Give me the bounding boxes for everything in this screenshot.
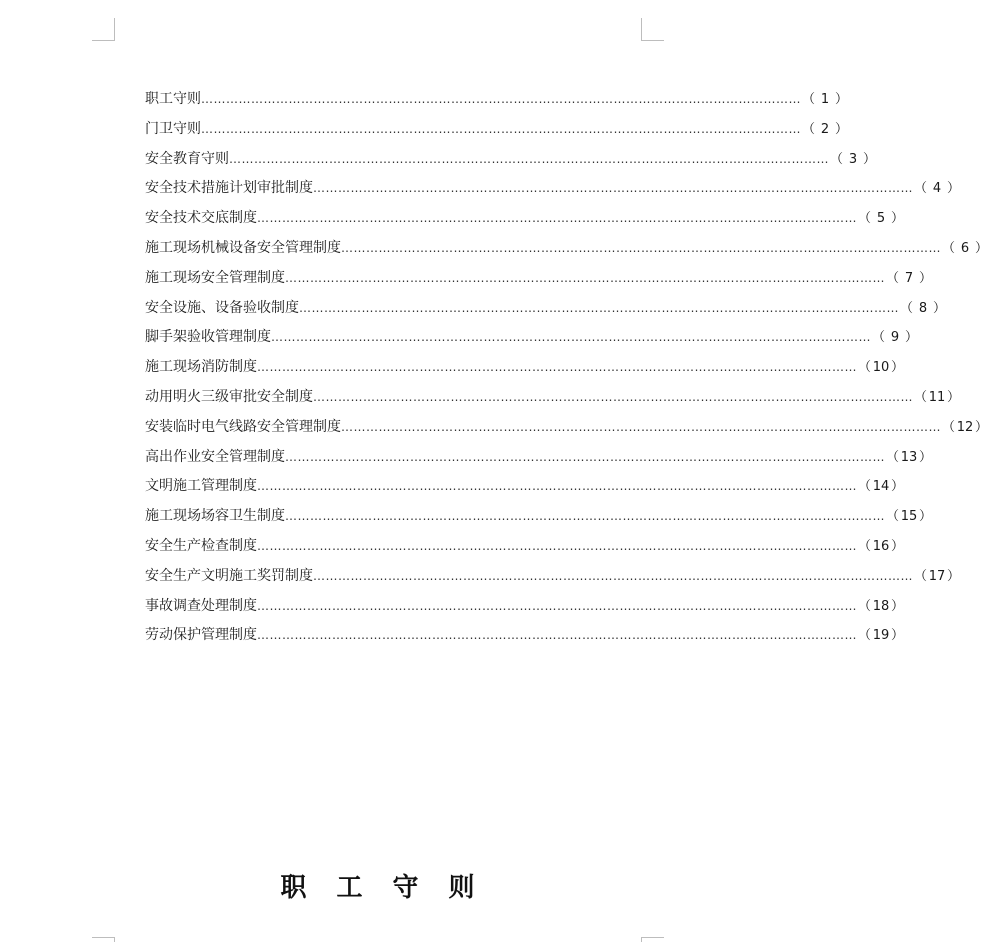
toc-dot-leader: ………………………………………………………………………………………………………………………………	[313, 568, 913, 583]
paren-open: （	[858, 628, 872, 644]
paren-open: （	[802, 92, 816, 107]
toc-entry-page	[941, 413, 988, 443]
toc-entry-title: 高出作业安全管理制度	[145, 448, 285, 465]
paren-close: ）	[905, 330, 919, 346]
toc-page-number: 4	[932, 181, 942, 197]
toc-entry-page	[913, 383, 960, 413]
paren-close: ）	[891, 211, 905, 227]
toc-entry[interactable]	[145, 383, 961, 413]
toc-entry-title: 施工现场机械设备安全管理制度	[145, 239, 341, 256]
toc-page-number: 12	[956, 419, 974, 435]
margin-mark-bottom-left	[92, 937, 115, 942]
toc-entry-page	[857, 621, 904, 651]
toc-entry[interactable]	[145, 621, 905, 651]
toc-entry[interactable]	[145, 413, 988, 443]
toc-entry-title: 安全教育守则	[145, 150, 229, 167]
toc-entry-title: 施工现场场容卫生制度	[145, 508, 285, 525]
toc-entry-page	[885, 502, 932, 532]
paren-close: ）	[891, 479, 905, 495]
toc-entry[interactable]	[145, 472, 905, 502]
toc-entry-title: 劳动保护管理制度	[145, 627, 257, 644]
paren-open: （	[914, 181, 928, 197]
toc-dot-leader: ………………………………………………………………………………………………………………………………	[229, 151, 829, 166]
toc-entry-title: 安全技术交底制度	[145, 210, 257, 227]
margin-mark-top-left	[92, 18, 115, 41]
toc-entry[interactable]	[145, 145, 877, 175]
toc-dot-leader: ………………………………………………………………………………………………………………………………	[257, 360, 857, 375]
paren-open: （	[900, 300, 914, 316]
toc-entry-title: 安全生产文明施工奖罚制度	[145, 567, 313, 584]
toc-entry-page	[885, 443, 932, 473]
paren-open: （	[914, 389, 928, 405]
toc-entry[interactable]	[145, 562, 961, 592]
toc-dot-leader: ………………………………………………………………………………………………………………………………	[285, 270, 885, 285]
toc-entry[interactable]	[145, 353, 905, 383]
toc-entry[interactable]	[145, 85, 849, 115]
toc-entry-page	[857, 532, 904, 562]
paren-close: ）	[975, 240, 988, 256]
toc-page-number: 6	[960, 240, 970, 256]
paren-open: （	[858, 538, 872, 554]
paren-close: ）	[975, 419, 988, 435]
toc-page-number: 14	[872, 479, 890, 495]
toc-entry-page	[801, 115, 848, 145]
paren-close: ）	[891, 360, 905, 376]
toc-entry-page	[885, 264, 932, 294]
paren-open: （	[914, 568, 928, 584]
toc-page-number: 9	[890, 330, 900, 346]
paren-open: （	[858, 598, 872, 614]
paren-close: ）	[919, 270, 933, 286]
paren-open: （	[830, 151, 844, 167]
paren-open: （	[886, 449, 900, 465]
paren-open: （	[942, 419, 956, 435]
toc-entry-title: 安装临时电气线路安全管理制度	[145, 418, 341, 435]
paren-close: ）	[835, 121, 849, 137]
toc-entry[interactable]	[145, 204, 905, 234]
toc-entry-title: 门卫守则	[145, 120, 201, 137]
paren-close: ）	[947, 389, 961, 405]
paren-close: ）	[891, 628, 905, 644]
toc-entry-page	[857, 204, 904, 234]
toc-entry-title: 事故调查处理制度	[145, 597, 257, 614]
paren-open: （	[886, 509, 900, 525]
paren-open: （	[858, 211, 872, 227]
toc-entry-title: 施工现场安全管理制度	[145, 269, 285, 286]
toc-entry-page	[913, 562, 960, 592]
toc-entry-title: 安全生产检查制度	[145, 537, 257, 554]
paren-close: ）	[947, 568, 961, 584]
toc-dot-leader: ………………………………………………………………………………………………………………………………	[341, 419, 941, 434]
toc-dot-leader: ………………………………………………………………………………………………………………………………	[271, 330, 871, 345]
paren-open: （	[802, 121, 816, 137]
margin-mark-top-right	[641, 18, 664, 41]
paren-open: （	[942, 240, 956, 256]
toc-dot-leader: ………………………………………………………………………………………………………………………………	[313, 181, 913, 196]
toc-dot-leader: ………………………………………………………………………………………………………………………………	[201, 121, 801, 136]
toc-entry[interactable]	[145, 264, 933, 294]
toc-entry[interactable]	[145, 532, 905, 562]
paren-close: ）	[863, 151, 877, 167]
toc-dot-leader: ………………………………………………………………………………………………………………………………	[257, 211, 857, 226]
toc-entry-title: 安全设施、设备验收制度	[145, 299, 299, 316]
toc-page-number: 19	[872, 628, 890, 644]
table-of-contents	[145, 85, 988, 651]
section-title: 职工守则	[280, 873, 505, 903]
toc-page-number: 16	[872, 538, 890, 554]
toc-entry-page	[913, 174, 960, 204]
toc-dot-leader: ………………………………………………………………………………………………………………………………	[201, 92, 801, 106]
toc-entry[interactable]	[145, 294, 947, 324]
paren-close: ）	[947, 181, 961, 197]
toc-page-number: 18	[872, 598, 890, 614]
toc-page-number: 17	[928, 568, 946, 584]
toc-dot-leader: ………………………………………………………………………………………………………………………………	[285, 509, 885, 524]
toc-page-number: 13	[900, 449, 918, 465]
toc-dot-leader: ………………………………………………………………………………………………………………………………	[257, 598, 857, 613]
toc-entry-title: 脚手架验收管理制度	[145, 329, 271, 346]
toc-entry[interactable]	[145, 115, 849, 145]
toc-entry-page	[871, 323, 918, 353]
toc-page-number: 11	[928, 389, 946, 405]
paren-close: ）	[919, 509, 933, 525]
toc-entry[interactable]	[145, 323, 919, 353]
toc-dot-leader: ………………………………………………………………………………………………………………………………	[257, 479, 857, 494]
paren-open: （	[858, 479, 872, 495]
toc-entry[interactable]	[145, 234, 988, 264]
paren-open: （	[858, 360, 872, 376]
paren-close: ）	[835, 92, 849, 107]
toc-entry-title: 施工现场消防制度	[145, 359, 257, 376]
toc-dot-leader: ………………………………………………………………………………………………………………………………	[285, 449, 885, 464]
toc-entry-title: 安全技术措施计划审批制度	[145, 180, 313, 197]
toc-entry-title: 职工守则	[145, 91, 201, 107]
paren-open: （	[872, 330, 886, 346]
toc-entry-page	[829, 145, 876, 175]
toc-entry[interactable]	[145, 443, 933, 473]
toc-entry-page	[857, 472, 904, 502]
toc-page-number: 7	[904, 270, 914, 286]
paren-close: ）	[891, 538, 905, 554]
paren-open: （	[886, 270, 900, 286]
toc-entry-page	[941, 234, 988, 264]
toc-page-number: 3	[848, 151, 858, 167]
toc-entry-page	[857, 592, 904, 622]
paren-close: ）	[891, 598, 905, 614]
toc-page-number: 2	[820, 121, 830, 137]
toc-entry[interactable]	[145, 174, 961, 204]
toc-page-number: 15	[900, 509, 918, 525]
paren-close: ）	[919, 449, 933, 465]
toc-page-number: 5	[876, 211, 886, 227]
toc-entry-page	[801, 85, 848, 115]
toc-page-number: 1	[820, 92, 830, 107]
toc-entry-page	[899, 294, 946, 324]
toc-dot-leader: ………………………………………………………………………………………………………………………………	[257, 628, 857, 643]
toc-page-number: 10	[872, 360, 890, 376]
toc-entry-title: 文明施工管理制度	[145, 478, 257, 495]
toc-entry-title: 动用明火三级审批安全制度	[145, 388, 313, 405]
toc-entry[interactable]	[145, 502, 933, 532]
toc-dot-leader: ………………………………………………………………………………………………………………………………	[341, 240, 941, 255]
toc-dot-leader: ………………………………………………………………………………………………………………………………	[313, 389, 913, 404]
toc-dot-leader: ………………………………………………………………………………………………………………………………	[257, 538, 857, 553]
toc-page-number: 8	[918, 300, 928, 316]
paren-close: ）	[933, 300, 947, 316]
margin-mark-bottom-right	[641, 937, 664, 942]
toc-dot-leader: ………………………………………………………………………………………………………………………………	[299, 300, 899, 315]
toc-entry[interactable]	[145, 592, 905, 622]
toc-entry-page	[857, 353, 904, 383]
